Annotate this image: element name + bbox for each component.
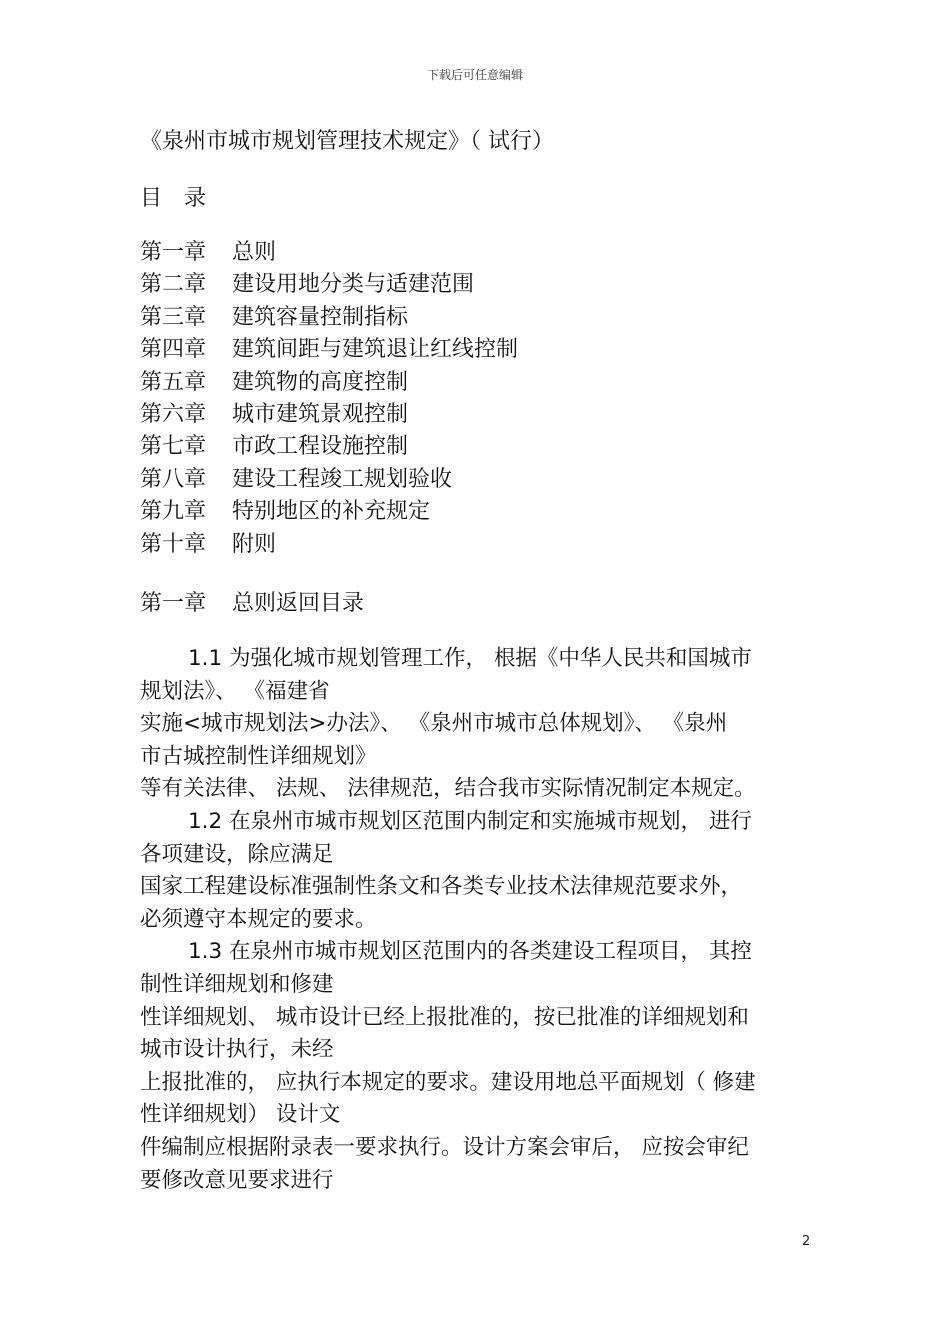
toc-chapter-title: 建设用地分类与适建范围 [232, 272, 475, 298]
body-line: 实施<城市规划法>办法》、 《泉州市城市总体规划》、 《泉州 [140, 711, 728, 737]
toc-chapter-title: 建筑物的高度控制 [232, 369, 409, 395]
toc-chapter-number: 第九章 [140, 499, 207, 525]
toc-chapter-number: 第七章 [140, 434, 207, 460]
body-line: 等有关法律、 法规、 法律规范，结合我市实际情况制定本规定。 [140, 776, 756, 802]
toc-chapter-number: 第八章 [140, 466, 207, 492]
body-line: 要修改意见要求进行 [140, 1167, 334, 1193]
body-line: 各项建设，除应满足 [140, 841, 334, 867]
page-number: 2 [802, 1234, 811, 1249]
body-line: 1.2 在泉州市城市规划区范围内制定和实施城市规划， 进行 [188, 808, 752, 834]
toc-chapter-number: 第十章 [140, 531, 207, 557]
toc-item [140, 237, 518, 269]
toc-chapter-number: 第五章 [140, 369, 207, 395]
toc-chapter-title: 建设工程竣工规划验收 [232, 466, 453, 492]
body-line: 国家工程建设标准强制性条文和各类专业技术法律规范要求外， [140, 874, 743, 900]
body-line: 1.3 在泉州市城市规划区范围内的各类建设工程项目， 其控 [188, 939, 752, 965]
toc-chapter-title: 特别地区的补充规定 [232, 499, 431, 525]
toc-item [140, 334, 518, 366]
toc-chapter-title: 总则 [232, 240, 277, 265]
body-line: 城市设计执行，未经 [140, 1037, 334, 1063]
toc-chapter-title: 建筑间距与建筑退让红线控制 [232, 337, 519, 363]
toc-chapter-title: 城市建筑景观控制 [232, 401, 409, 427]
body-line: 制性详细规划和修建 [140, 971, 334, 997]
chapter-body [140, 643, 812, 1197]
body-line: 必须遵守本规定的要求。 [140, 906, 377, 932]
chapter-title-return-link[interactable]: 总则返回目录 [232, 591, 365, 616]
toc-chapter-number: 第六章 [140, 401, 207, 427]
toc-item [140, 464, 518, 496]
chapter-heading [140, 586, 364, 617]
toc-item [140, 529, 518, 561]
body-line: 性详细规划、 城市设计已经上报批准的，按已批准的详细规划和 [140, 1004, 749, 1030]
chapter-number: 第一章 [140, 591, 207, 616]
page-header: 下载后可任意编辑 [426, 68, 523, 82]
document-title: 《泉州市城市规划管理技术规定》（ 试行） [140, 129, 554, 154]
body-line: 1.1 为强化城市规划管理工作， 根据《中华人民共和国城市 [188, 646, 752, 671]
toc-chapter-number: 第一章 [140, 240, 207, 265]
table-of-contents [140, 237, 518, 561]
toc-chapter-title: 附则 [232, 531, 277, 557]
toc-chapter-number: 第四章 [140, 337, 207, 363]
body-line: 规划法》、 《福建省 [140, 678, 330, 704]
toc-item [140, 496, 518, 528]
toc-item [140, 431, 518, 463]
toc-chapter-title: 建筑容量控制指标 [232, 304, 409, 330]
body-line: 上报批准的， 应执行本规定的要求。建设用地总平面规划（ 修建 [140, 1069, 756, 1095]
body-line: 市古城控制性详细规划》 [140, 743, 377, 769]
toc-heading: 目 录 [140, 186, 207, 211]
toc-chapter-number: 第三章 [140, 304, 207, 330]
toc-item [140, 302, 518, 334]
body-line: 件编制应根据附录表一要求执行。设计方案会审后， 应按会审纪 [140, 1134, 749, 1160]
toc-chapter-number: 第二章 [140, 272, 207, 298]
toc-chapter-title: 市政工程设施控制 [232, 434, 409, 460]
body-line: 性详细规划） 设计文 [140, 1102, 341, 1128]
toc-item [140, 269, 518, 301]
toc-item [140, 399, 518, 431]
toc-item [140, 367, 518, 399]
